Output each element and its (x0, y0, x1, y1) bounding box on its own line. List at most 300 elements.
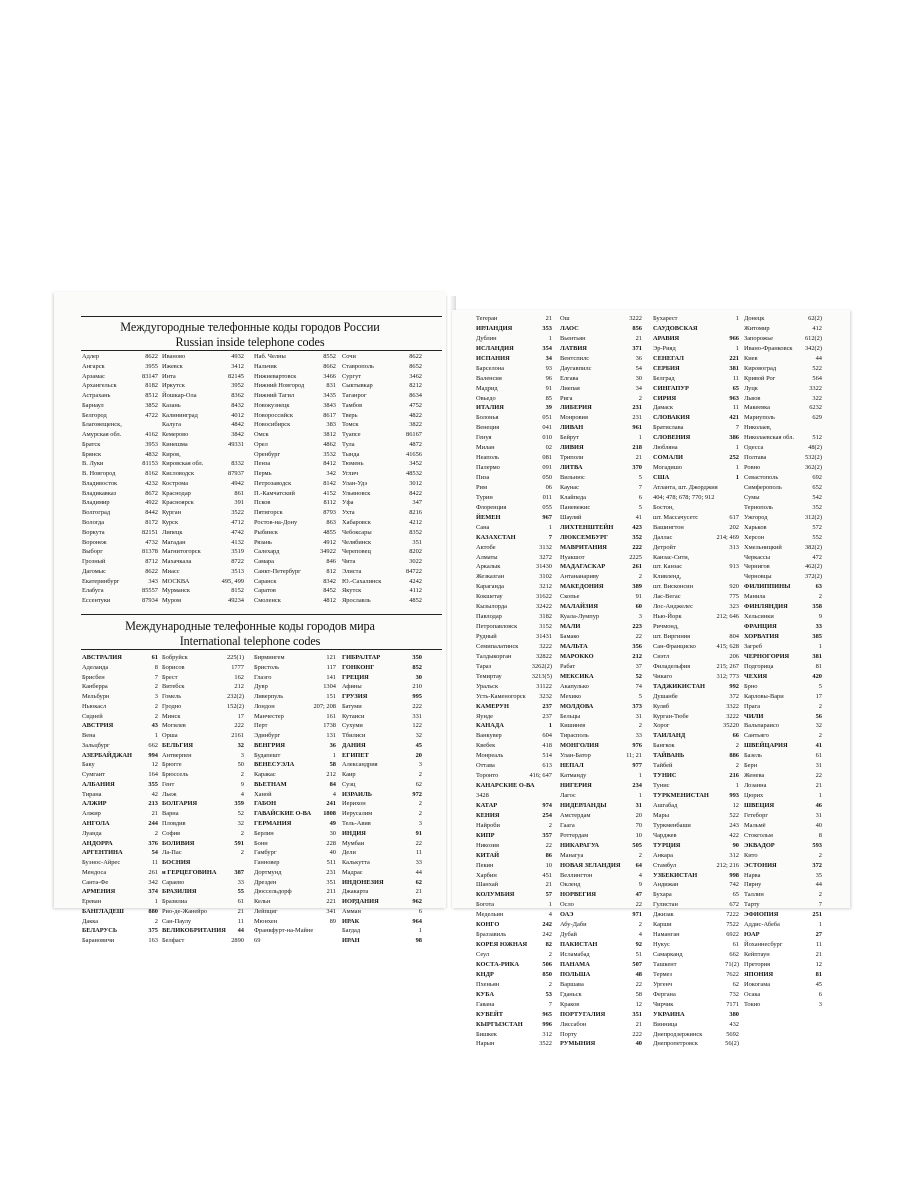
city-name: Смоленск (254, 597, 281, 605)
dial-code: 86 (545, 851, 552, 859)
dial-code: 351 (326, 878, 336, 886)
city-name: Луанда (82, 829, 102, 837)
code-row (560, 622, 644, 632)
city-name: РУМЫНИЯ (560, 1040, 596, 1048)
dial-code: 852 (412, 663, 422, 671)
dial-code: 3412 (231, 362, 244, 370)
code-row (162, 362, 246, 372)
dial-code: 4212 (409, 519, 422, 527)
city-name: Пхеньян (476, 980, 500, 988)
code-row (342, 538, 424, 548)
code-row (162, 663, 246, 673)
city-name: Донецк (744, 315, 765, 322)
city-name: Сеул (476, 951, 490, 958)
city-name: Пенза (254, 460, 271, 468)
city-name: МОСКВА (162, 577, 190, 585)
code-row (560, 553, 644, 563)
code-row (744, 423, 824, 433)
city-name: Лозанна (744, 782, 767, 790)
city-name: ФИНЛЯНДИЯ (744, 603, 788, 611)
city-name: Ухта (342, 509, 355, 517)
code-row (560, 741, 644, 751)
dial-code: 376 (148, 839, 158, 847)
dial-code: 231 (326, 868, 336, 876)
dial-code: 2 (638, 851, 642, 859)
code-row (744, 503, 824, 513)
dial-code (736, 622, 739, 632)
code-row (254, 547, 338, 557)
code-row (560, 861, 644, 871)
dial-code: 886 (729, 752, 739, 760)
city-name: Благовещенск, (82, 421, 122, 429)
code-row (162, 372, 246, 382)
city-name: Нижневартовск (254, 372, 297, 380)
code-row (82, 518, 160, 528)
dial-code: 861 (234, 489, 244, 497)
dial-code: 420 (812, 672, 822, 680)
dial-code: 34922 (320, 548, 336, 556)
city-name: ШВЕЦИЯ (744, 801, 775, 809)
city-name: Богота (476, 901, 495, 909)
code-row (744, 771, 824, 781)
dial-code: 9 (638, 881, 642, 889)
city-name: Клайпеда (560, 493, 586, 501)
code-row (744, 523, 824, 533)
code-row (342, 819, 424, 829)
dial-code: 2161 (231, 732, 244, 740)
dial-code: 2 (154, 683, 158, 691)
dial-code: 8622 (145, 567, 158, 575)
city-name: БАНГЛАДЕШ (82, 907, 124, 915)
code-row (254, 936, 338, 946)
city-name: АЗЕРБАЙДЖАН (82, 751, 133, 759)
code-row (653, 751, 741, 761)
dial-code: 572 (812, 523, 822, 531)
code-row (744, 463, 824, 473)
code-row (254, 557, 338, 567)
dial-code: 351 (632, 1010, 642, 1018)
code-row (476, 900, 554, 910)
dial-code: 8552 (323, 353, 336, 360)
city-name: Углич (342, 470, 359, 478)
code-row (162, 702, 246, 712)
code-row (653, 642, 741, 652)
dial-code: 61 (815, 752, 822, 760)
city-name: ФРАНЦИЯ (744, 623, 777, 631)
code-row (82, 799, 160, 809)
code-row (342, 528, 424, 538)
dial-code: 3522 (539, 1040, 552, 1048)
dial-code: 4 (638, 871, 642, 879)
code-row (560, 582, 644, 592)
city-name: Варна (162, 810, 179, 818)
code-row (744, 751, 824, 761)
city-name: ИЗРАИЛЬ (342, 790, 373, 798)
code-row (162, 411, 246, 421)
code-row (342, 770, 424, 780)
dial-code: 41 (635, 513, 642, 521)
code-row (476, 443, 554, 453)
code-row (560, 314, 644, 324)
city-name: Глазго (254, 673, 272, 681)
dial-code: 43 (151, 722, 158, 730)
code-row (254, 819, 338, 829)
city-name: Калькутта (342, 859, 370, 867)
dial-code: 972 (412, 790, 422, 798)
dial-code: 7 (548, 533, 552, 541)
city-name: Алжир (82, 810, 101, 818)
dial-code: 613 (542, 762, 552, 770)
code-row (560, 602, 644, 612)
dial-code: 61 (237, 898, 244, 906)
code-row (560, 712, 644, 722)
city-name: Никозия (476, 841, 499, 849)
dial-code: 40 (635, 1040, 642, 1048)
dial-code: 422 (729, 831, 739, 839)
code-row (744, 990, 824, 1000)
code-row (560, 791, 644, 801)
code-row (560, 731, 644, 741)
code-row (653, 900, 741, 910)
code-row (476, 523, 554, 533)
code-row (653, 702, 741, 712)
dial-code: 1 (638, 434, 642, 442)
code-row (82, 819, 160, 829)
code-row (162, 682, 246, 692)
city-name: МОЛДОВА (560, 702, 594, 710)
dial-code: 89 (329, 917, 336, 925)
intl-title-en: International telephone codes (179, 634, 321, 648)
city-name: Белград (653, 374, 675, 382)
code-row (162, 878, 246, 888)
code-row (254, 673, 338, 683)
dial-code: 87937 (228, 470, 244, 478)
city-name: ГАБОН (254, 800, 277, 808)
code-row (476, 930, 554, 940)
dial-code: 61 (732, 941, 739, 949)
city-name: Омск (254, 431, 269, 439)
city-name: УКРАИНА (653, 1010, 685, 1018)
dial-code: 62(2) (808, 315, 822, 322)
city-name: Детройт (653, 543, 676, 551)
code-row (162, 868, 246, 878)
city-name: Дубай (560, 931, 577, 939)
city-name: КНДР (476, 970, 494, 978)
dial-code: 2 (154, 829, 158, 837)
code-row (744, 900, 824, 910)
dial-code: 234 (632, 782, 642, 790)
code-row (162, 420, 246, 430)
code-row (744, 483, 824, 493)
dial-code: 20 (415, 751, 422, 759)
city-name: ИОРДАНИЯ (342, 898, 379, 906)
city-name: Мариуполь (744, 414, 775, 422)
dial-code: 4 (240, 790, 244, 798)
city-name: Афины (342, 683, 362, 691)
dial-code: 222 (632, 1030, 642, 1038)
dial-code: 90 (732, 841, 739, 849)
code-row (560, 364, 644, 374)
dial-code: 350 (412, 654, 422, 661)
city-name: Барселона (476, 364, 505, 372)
city-name: Бишкек (476, 1030, 497, 1038)
city-name: Пярну (744, 881, 762, 889)
code-row (254, 440, 338, 450)
city-name: Муром (162, 597, 182, 605)
dial-code: 22 (635, 980, 642, 988)
city-name: Актобе (476, 543, 496, 551)
code-row (476, 324, 554, 334)
code-row (560, 930, 644, 940)
city-name: АЛБАНИЯ (82, 780, 115, 788)
code-row (653, 920, 741, 930)
dial-code: 34 (545, 354, 552, 362)
city-name: НИДЕРЛАНДЫ (560, 801, 607, 809)
dial-code: 2 (418, 810, 422, 818)
city-name: Карловы-Вари (744, 692, 784, 700)
city-name: Воронеж (82, 538, 107, 546)
city-name: Тунис (653, 782, 670, 790)
dial-code: 237 (542, 712, 552, 720)
dial-code: 12 (151, 761, 158, 769)
city-name: Нуакшот (560, 553, 585, 561)
city-name: Ургенч (653, 980, 673, 988)
dial-code: 2 (638, 722, 642, 730)
code-row (162, 440, 246, 450)
dial-code: 35 (815, 871, 822, 879)
code-row (476, 871, 554, 881)
code-row (744, 572, 824, 582)
dial-code: 06 (545, 483, 552, 491)
city-name: Ровно (744, 464, 761, 472)
code-row (82, 936, 160, 946)
code-row (653, 423, 741, 433)
city-name: Ганновер (254, 859, 280, 867)
code-row (82, 897, 160, 907)
code-row (82, 878, 160, 888)
code-row (342, 381, 424, 391)
dial-code: 27 (815, 931, 822, 939)
dial-code: 9 (818, 613, 822, 621)
code-row (254, 450, 338, 460)
code-row (476, 970, 554, 980)
dial-code: 212 (326, 771, 336, 779)
city-name: Сан-Паулу (162, 917, 192, 925)
dial-code: 351 (412, 538, 422, 546)
dial-code: 8172 (145, 519, 158, 527)
code-row (82, 577, 160, 587)
code-row (254, 682, 338, 692)
code-row (162, 917, 246, 927)
dial-code: 966 (729, 334, 739, 342)
code-row (744, 821, 824, 831)
city-name: Краснодар (162, 489, 191, 497)
dial-code: 1808 (323, 810, 336, 818)
city-name: Гродно (162, 702, 182, 710)
dial-code: 612(2) (804, 334, 822, 342)
city-name: Воркута (82, 528, 105, 536)
code-row (254, 907, 338, 917)
dial-code: 8202 (409, 548, 422, 556)
code-row (560, 682, 644, 692)
dial-code: 4872 (409, 440, 422, 448)
code-row (254, 741, 338, 751)
city-name: Гент (162, 780, 175, 788)
dial-code: 992 (729, 682, 739, 690)
code-row (560, 413, 644, 423)
dial-code: 3513 (231, 567, 244, 575)
code-row (560, 831, 644, 841)
city-name: ЛИТВА (560, 464, 583, 472)
dial-code: 84 (329, 780, 336, 788)
dial-code: 10 (635, 831, 642, 839)
city-name: Шанхай (476, 881, 499, 889)
dial-code: 207; 208 (313, 702, 336, 710)
city-name: Саратов (254, 587, 276, 595)
city-name: Нарва (744, 871, 761, 879)
dial-code: 21 (151, 810, 158, 818)
dial-code: 9 (240, 780, 244, 788)
dial-code: 412 (812, 324, 822, 332)
right-column-3 (653, 314, 741, 1049)
code-row (560, 672, 644, 682)
code-row (560, 950, 644, 960)
code-row (162, 538, 246, 548)
code-row (254, 917, 338, 927)
code-row (254, 712, 338, 722)
dial-code: 322 (812, 394, 822, 402)
code-row (254, 878, 338, 888)
code-row (560, 473, 644, 483)
city-name: ХОРВАТИЯ (744, 633, 779, 640)
city-name: Ижевск (162, 362, 183, 370)
city-name: Паневежис (560, 503, 591, 511)
code-row (560, 433, 644, 443)
code-row (653, 980, 741, 990)
dial-code: 2 (818, 891, 822, 899)
city-name: Кутаиси (342, 712, 365, 720)
dial-code: 49331 (228, 440, 244, 448)
dial-code: 1 (548, 722, 552, 730)
code-row (744, 811, 824, 821)
dial-code: 3222 (539, 642, 552, 650)
code-row (162, 518, 246, 528)
code-row (342, 858, 424, 868)
dial-code: 22 (545, 841, 552, 849)
city-name: Лондон (254, 702, 275, 710)
code-row (476, 990, 554, 1000)
city-name: шт. Массачусетс (653, 513, 699, 521)
dial-code: 55 (237, 888, 244, 896)
code-row (744, 632, 824, 642)
dial-code: 4932 (231, 353, 244, 360)
code-row (254, 770, 338, 780)
city-name: Квебек (476, 742, 496, 750)
code-row (653, 662, 741, 672)
code-row (653, 1000, 741, 1010)
code-row (254, 411, 338, 421)
dial-code: 4232 (145, 479, 158, 487)
city-name: Кисловодск (162, 470, 195, 478)
code-row (162, 858, 246, 868)
city-name: Инта (162, 372, 176, 380)
dial-code: 232(2) (226, 693, 244, 701)
city-name: Барнаул (82, 401, 104, 409)
dial-code: 74 (635, 682, 642, 690)
dial-code: 629 (812, 414, 822, 422)
code-row (476, 473, 554, 483)
dial-code: 998 (729, 871, 739, 879)
code-row (162, 741, 246, 751)
code-row (82, 430, 160, 440)
city-name: 3428 (476, 792, 489, 799)
domestic-column-4 (342, 352, 424, 606)
code-row (162, 508, 246, 518)
intl-column-2 (162, 653, 246, 946)
code-row (653, 553, 741, 563)
code-row (744, 562, 824, 572)
code-row (162, 712, 246, 722)
code-row (560, 612, 644, 622)
city-name: Вологда (82, 519, 105, 527)
dial-code: 507 (632, 960, 642, 968)
code-row (560, 592, 644, 602)
code-row (653, 503, 741, 513)
code-row (342, 518, 424, 528)
city-name: Ашгабад (653, 801, 678, 809)
dial-code: 70 (635, 821, 642, 829)
intl-column-4 (342, 653, 424, 946)
city-name: КЕНИЯ (476, 811, 500, 819)
city-name: Ванкувер (476, 732, 502, 740)
city-name: Куала-Лумпур (560, 613, 600, 621)
city-name: Тверь (342, 411, 358, 419)
city-name: Кельн (254, 898, 271, 906)
code-row (82, 790, 160, 800)
city-name: КИТАЙ (476, 851, 500, 859)
dial-code: 8634 (409, 392, 422, 400)
city-name: ГОНКОНГ (342, 663, 375, 671)
code-row (342, 839, 424, 849)
code-row (744, 682, 824, 692)
code-row (744, 364, 824, 374)
city-name: Валенсия (476, 374, 502, 382)
code-row (254, 790, 338, 800)
dial-code: 49 (329, 820, 336, 828)
city-name: Неаполь (476, 454, 499, 462)
city-name: УЗБЕКИСТАН (653, 871, 698, 879)
code-row (744, 702, 824, 712)
code-row (476, 1010, 554, 1020)
dial-code: 850 (542, 970, 552, 978)
city-name: Киев (744, 354, 758, 362)
dial-code: 81 (815, 970, 822, 978)
city-name: Улан-Батор (560, 752, 591, 760)
city-name: Куляб (653, 702, 670, 710)
city-name: Аделаида (82, 663, 109, 671)
dial-code: 5 (638, 474, 642, 481)
code-row (476, 433, 554, 443)
city-name: Гданьск (560, 990, 582, 998)
dial-code: 98 (415, 937, 422, 945)
dial-code: 11 (151, 859, 158, 867)
dial-code: 381 (812, 652, 822, 660)
code-row (342, 829, 424, 839)
dial-code: 996 (542, 1020, 552, 1028)
city-name: АРГЕНТИНА (82, 849, 123, 857)
code-row (560, 960, 644, 970)
code-row (560, 920, 644, 930)
